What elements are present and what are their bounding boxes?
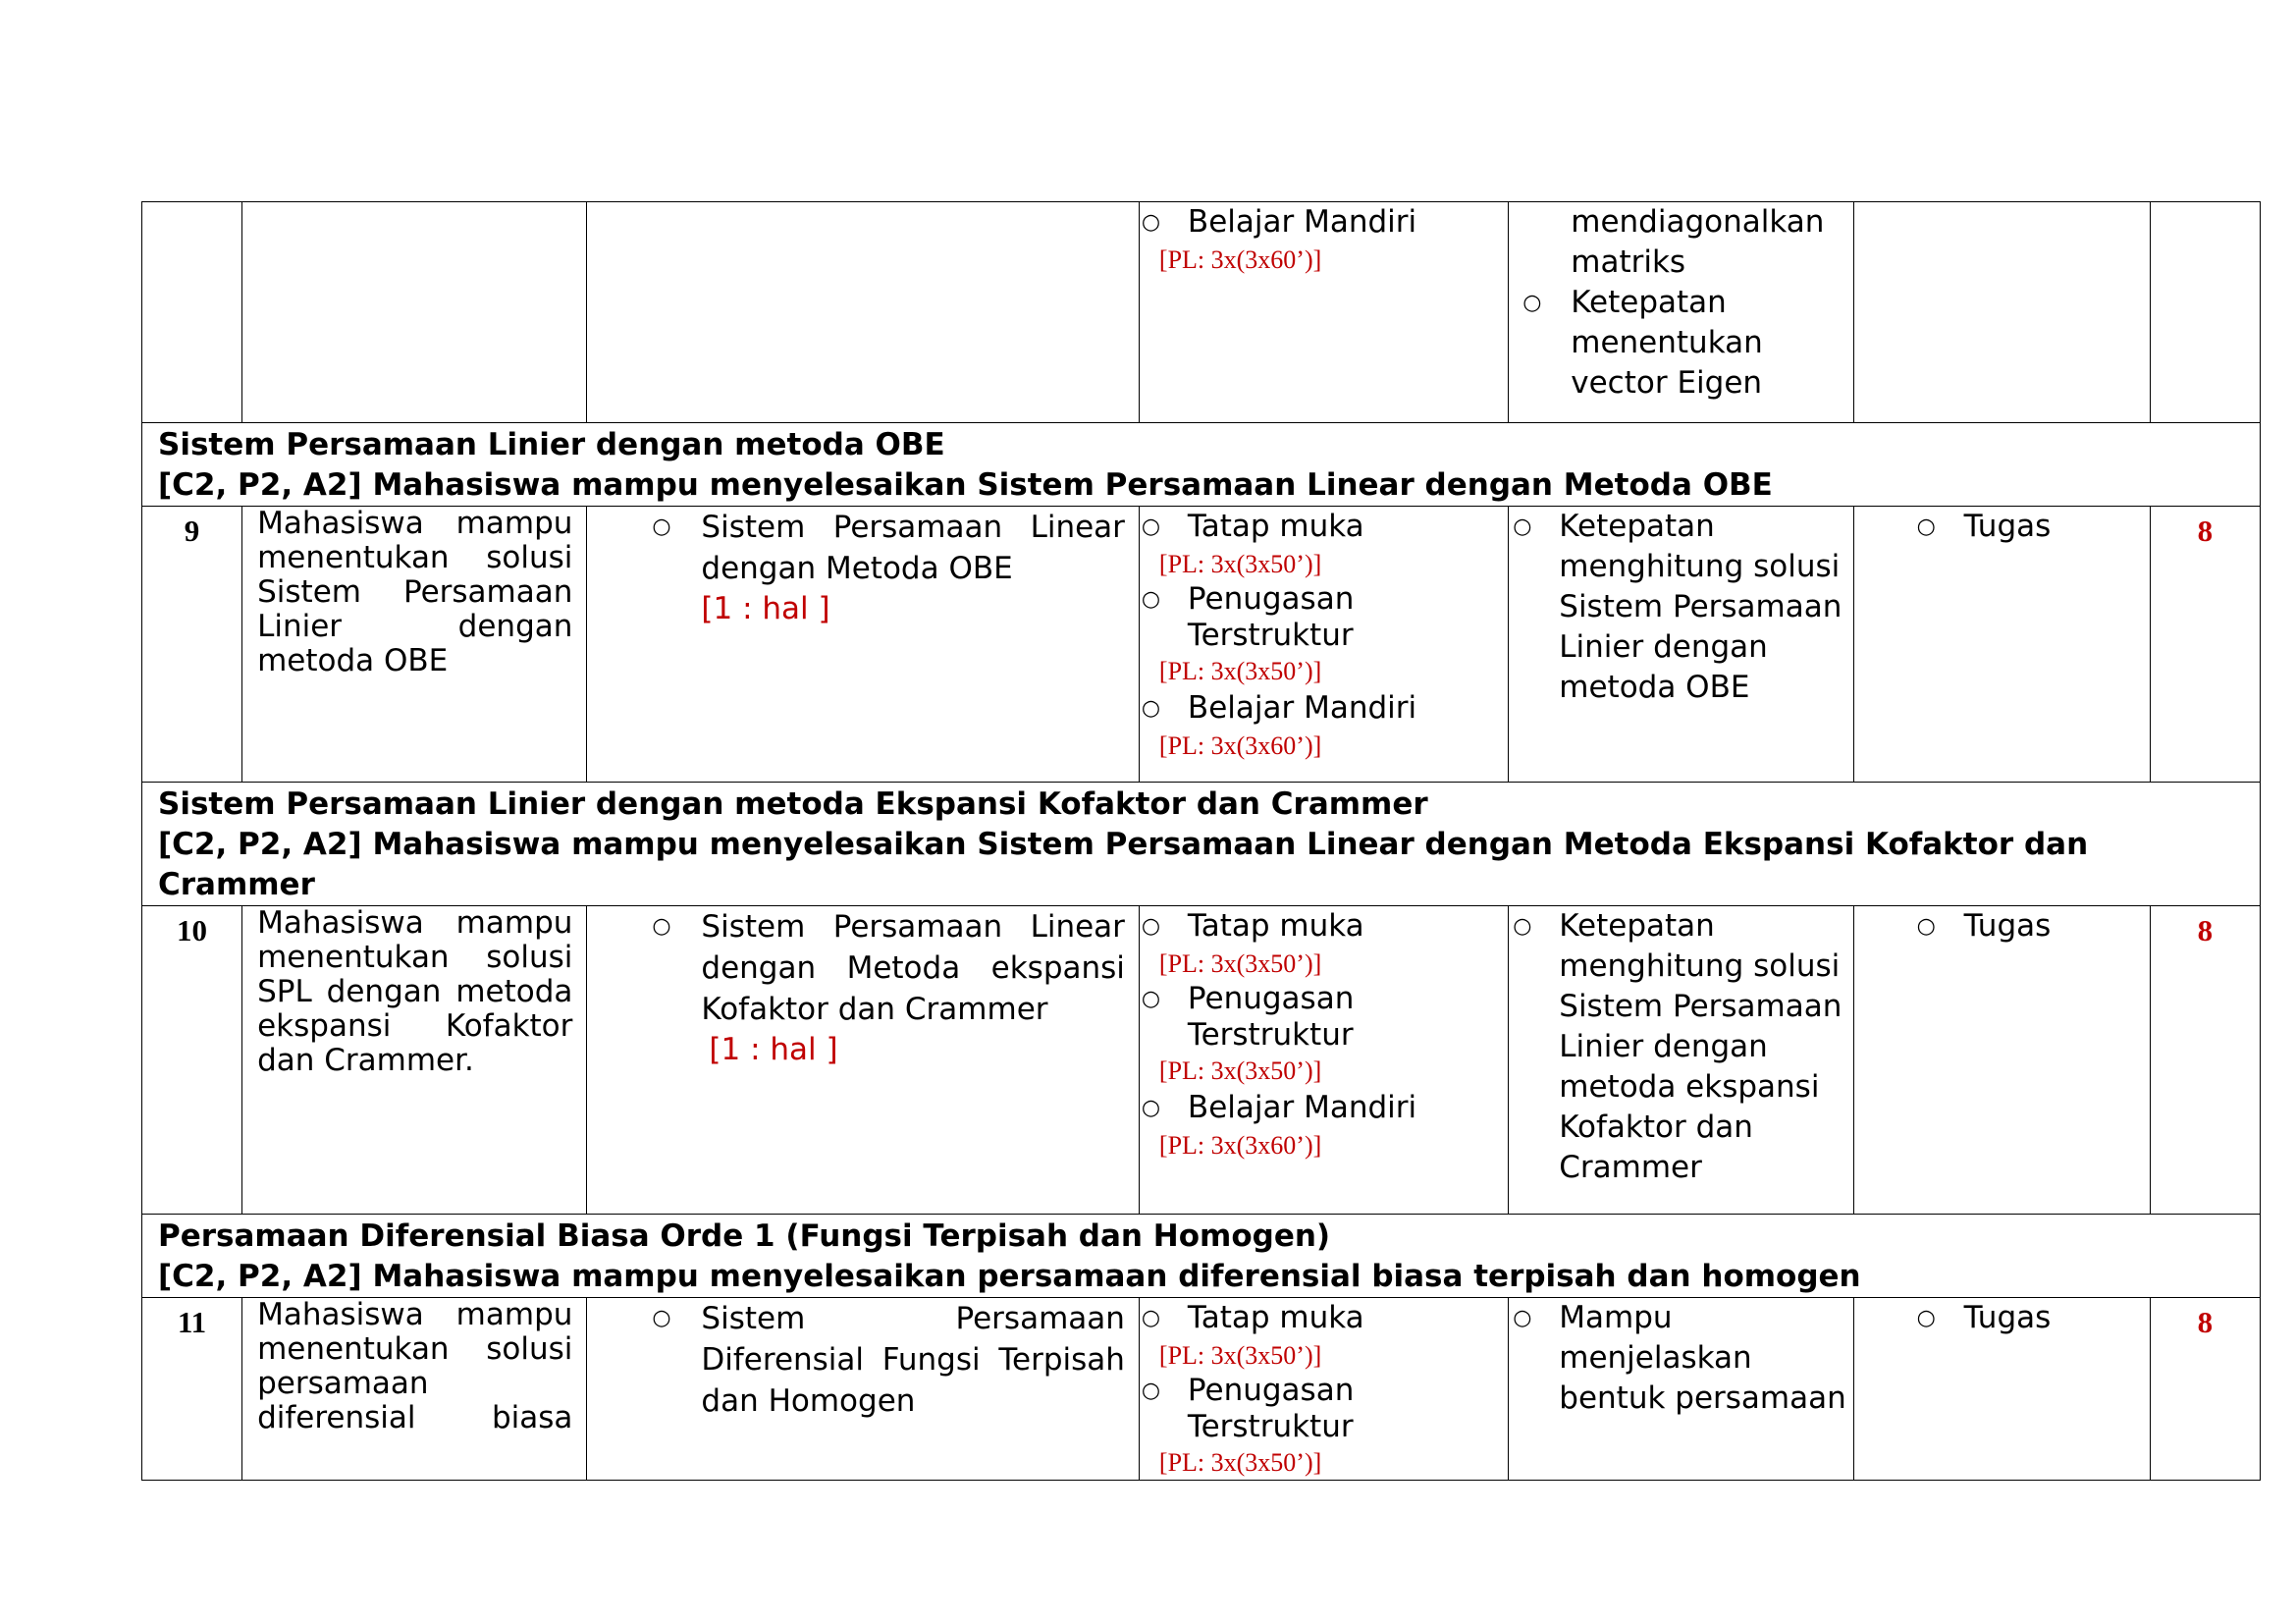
metode-label: Tatap muka	[1187, 908, 1364, 944]
indikator-text: Ketepatan menghitung solusi Sistem Persamaan Linier dengan metoda ekspansi Kofaktor dan Crammer	[1559, 908, 1842, 1185]
cell-indikator	[1509, 202, 1853, 423]
list-item	[1140, 906, 1508, 947]
metode-label: Tatap muka	[1187, 1300, 1364, 1335]
bullet-icon: ○	[1513, 1306, 1532, 1330]
table-row	[142, 1298, 2261, 1481]
cell-kemampuan: Mahasiswa mampu menentukan solusi persamaan diferensial biasa	[242, 1298, 587, 1481]
bobot-value: 8	[2150, 507, 2260, 783]
cell-materi	[587, 1298, 1140, 1481]
section-header	[142, 423, 2261, 507]
cell-kriteria	[1853, 1298, 2150, 1481]
metode-label: Penugasan Terstruktur	[1187, 581, 1355, 653]
section-subtitle: [C2, P2, A2] Mahasiswa mampu menyelesaikan Sistem Persamaan Linear dengan Metoda Ekspansi Kofaktor dan Crammer	[158, 827, 2089, 902]
list-item	[1140, 581, 1508, 654]
list-item	[652, 1298, 1125, 1422]
meeting-number: 10	[142, 906, 242, 1215]
bullet-icon: ○	[1916, 514, 1936, 539]
list-item	[652, 507, 1125, 629]
cell-kemampuan: Mahasiswa mampu menentukan solusi SPL dengan metoda ekspansi Kofaktor dan Crammer.	[242, 906, 587, 1215]
list-item	[1511, 507, 1852, 708]
bullet-icon: ○	[1141, 1306, 1161, 1330]
kriteria-text: Tugas	[1963, 509, 2052, 544]
list-item	[1140, 1373, 1508, 1445]
metode-label: Belajar Mandiri	[1187, 1090, 1417, 1125]
cell-metode	[1139, 906, 1508, 1215]
section-title: Sistem Persamaan Linier dengan metoda OBE	[158, 427, 945, 462]
pl-note: [PL: 3x(3x60’)]	[1158, 245, 1322, 274]
metode-label: Belajar Mandiri	[1187, 690, 1417, 726]
pl-note: [PL: 3x(3x50’)]	[1158, 949, 1322, 978]
section-title: Sistem Persamaan Linier dengan metoda Ekspansi Kofaktor dan Crammer	[158, 786, 1428, 822]
cell-kemampuan: Mahasiswa mampu menentukan solusi Sistem Persamaan Linier dengan metoda OBE	[242, 507, 587, 783]
bullet-icon: ○	[1522, 291, 1542, 315]
section-title: Persamaan Diferensial Biasa Orde 1 (Fungsi Terpisah dan Homogen)	[158, 1218, 1331, 1254]
section-subtitle: [C2, P2, A2] Mahasiswa mampu menyelesaikan persamaan diferensial biasa terpisah dan homogen	[158, 1259, 1861, 1294]
bobot-value: 8	[2150, 1298, 2260, 1481]
cell-materi	[587, 507, 1140, 783]
cell-metode	[1139, 202, 1508, 423]
section-header	[142, 1215, 2261, 1298]
list-item	[1511, 1298, 1852, 1419]
indikator-continued: mendiagonalkan matriks	[1571, 204, 1825, 280]
list-item	[1917, 906, 2150, 947]
materi-text: Sistem Persamaan Linear dengan Metoda ekspansi Kofaktor dan Crammer	[701, 909, 1125, 1027]
pl-note: [PL: 3x(3x50’)]	[1158, 1341, 1322, 1370]
cell-metode	[1139, 1298, 1508, 1481]
bullet-icon: ○	[652, 914, 671, 939]
bullet-icon: ○	[1141, 914, 1161, 939]
bullet-icon: ○	[652, 514, 671, 539]
bullet-icon: ○	[1141, 587, 1161, 612]
pl-note: [PL: 3x(3x50’)]	[1158, 1056, 1322, 1085]
list-item	[1140, 1298, 1508, 1338]
list-item	[1140, 202, 1508, 243]
cell-indikator	[1509, 906, 1853, 1215]
bullet-icon: ○	[1141, 696, 1161, 721]
rps-table	[141, 201, 2261, 1481]
section-heading	[142, 1215, 2261, 1298]
section-heading	[142, 423, 2261, 507]
indikator-text: Mampu menjelaskan bentuk persamaan	[1559, 1300, 1846, 1416]
list-item	[1140, 688, 1508, 729]
cell-indikator	[1509, 507, 1853, 783]
bullet-icon: ○	[1513, 914, 1532, 939]
list-item	[1140, 507, 1508, 547]
bobot-value: 8	[2150, 906, 2260, 1215]
cell-no	[142, 202, 242, 423]
materi-ref: [1 : hal ]	[701, 591, 830, 626]
bullet-icon: ○	[1141, 1096, 1161, 1120]
bullet-icon: ○	[1141, 514, 1161, 539]
indikator-text: Ketepatan menghitung solusi Sistem Persamaan Linier dengan metoda OBE	[1559, 509, 1842, 705]
table-row	[142, 906, 2261, 1215]
bullet-icon: ○	[652, 1306, 671, 1330]
indikator-label: Ketepatan menentukan vector Eigen	[1571, 285, 1763, 401]
section-header	[142, 783, 2261, 906]
list-item	[1522, 283, 1852, 404]
list-item	[1140, 981, 1508, 1054]
bullet-icon: ○	[1141, 1379, 1161, 1403]
table-row	[142, 507, 2261, 783]
cell-bobot	[2150, 202, 2260, 423]
metode-label: Penugasan Terstruktur	[1187, 1373, 1355, 1444]
metode-label: Penugasan Terstruktur	[1187, 981, 1355, 1053]
cell-indikator	[1509, 1298, 1853, 1481]
bullet-icon: ○	[1916, 1306, 1936, 1330]
pl-note: [PL: 3x(3x60’)]	[1158, 1131, 1322, 1160]
cell-kriteria	[1853, 906, 2150, 1215]
metode-label: Tatap muka	[1187, 509, 1364, 544]
pl-note: [PL: 3x(3x50’)]	[1158, 550, 1322, 578]
list-item	[652, 906, 1125, 1070]
metode-label: Belajar Mandiri	[1187, 204, 1417, 240]
pl-note: [PL: 3x(3x50’)]	[1158, 657, 1322, 685]
bullet-icon: ○	[1141, 210, 1161, 235]
meeting-number: 9	[142, 507, 242, 783]
kriteria-text: Tugas	[1963, 908, 2052, 944]
pl-note: [PL: 3x(3x60’)]	[1158, 731, 1322, 760]
meeting-number: 11	[142, 1298, 242, 1481]
cell-materi	[587, 906, 1140, 1215]
bullet-icon: ○	[1513, 514, 1532, 539]
table-row-continued	[142, 202, 2261, 423]
materi-text: Sistem Persamaan Linear dengan Metoda OBE	[701, 510, 1125, 586]
bullet-icon: ○	[1141, 987, 1161, 1011]
list-item	[1511, 906, 1852, 1188]
list-item	[1917, 507, 2150, 547]
kriteria-text: Tugas	[1963, 1300, 2052, 1335]
cell-kriteria	[1853, 202, 2150, 423]
cell-materi	[587, 202, 1140, 423]
bullet-icon: ○	[1916, 914, 1936, 939]
section-subtitle: [C2, P2, A2] Mahasiswa mampu menyelesaikan Sistem Persamaan Linear dengan Metoda OBE	[158, 467, 1773, 503]
list-item	[1917, 1298, 2150, 1338]
cell-kemampuan	[242, 202, 587, 423]
cell-kriteria	[1853, 507, 2150, 783]
section-heading	[142, 783, 2261, 906]
pl-note: [PL: 3x(3x50’)]	[1158, 1448, 1322, 1477]
list-item	[1140, 1088, 1508, 1128]
cell-metode	[1139, 507, 1508, 783]
materi-ref: [1 : hal ]	[709, 1032, 838, 1067]
materi-text: Sistem Persamaan Diferensial Fungsi Terpisah dan Homogen	[701, 1301, 1125, 1419]
